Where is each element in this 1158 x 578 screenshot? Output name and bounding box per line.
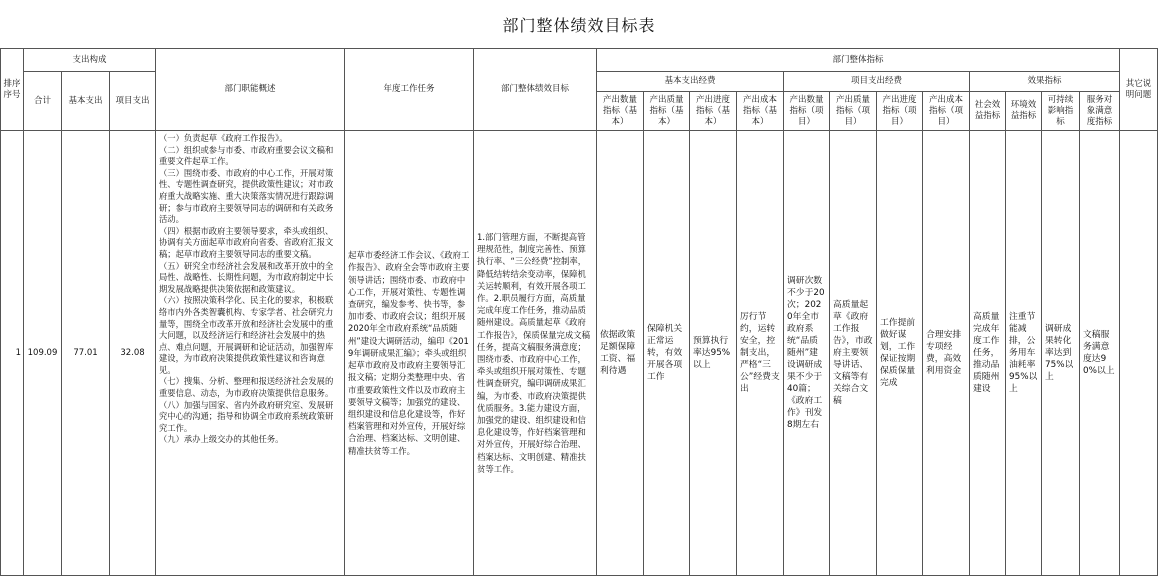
cell-sustainable: 调研成果转化率达到75%以上 [1045,324,1074,382]
header-satisfaction: 服务对 象满意 度指标 [1086,94,1113,127]
header-overall-goal: 部门整体绩效目标 [500,84,569,94]
cell-satisfaction: 文稿服务满意度达90%以上 [1083,330,1115,376]
cell-social: 高质量完成年度工作任务，推动品质随州建设 [973,312,1000,394]
header-overall-indicators: 部门整体指标 [832,54,884,65]
header-project-indicators: 项目支出经费 [850,76,902,86]
header-total: 合计 [33,95,51,106]
cell-b-cost: 厉行节约，运转安全，控制支出，严格“三公”经费支出 [740,312,780,394]
header-p-qty: 产出数量 指标（项 目） [789,94,824,127]
cell-basic: 77.01 [73,347,98,358]
cell-p-quality: 高质量起草《政府工作报告》，市政府主要领导讲话、文稿等有关综合文稿 [833,300,873,406]
header-expenditure-group: 支出构成 [72,54,107,65]
cell-project: 32.08 [120,347,145,358]
cell-seq: 1 [15,347,21,358]
cell-overall-goal: 1.部门管理方面，不断提高管理规范性，制度完善性、预算执行率、“三公经费”控制率，降低结转结余变动率，保障机关运转顺利，有效开展各项工作。2.职员履行方面，高质量完成年度工作任务，推动品质随州建设。高质量起草《政府工作报告》，保质保量完成文稿任务，提高文稿服务满意度；围绕市委、市政府中心工作，牵头或组织开展对策性、专题性调查研究，编印调研成果汇编，为市委、市政府决策提供优质服务。3.能力建设方面，加强党的建设、组织建设和信息化建设等，作好档案管理和对外宣传，开展好综合治理、档案达标、文明创建、精准扶贫等工作。 [477,231,591,474]
cell-environment: 注重节能减排，公务用车油耗率95%以上 [1009,312,1038,394]
performance-table [0,48,1158,576]
header-basic: 基本支出 [68,95,103,106]
header-b-progress: 产出进度 指标（基 本） [695,94,730,127]
header-other: 其它说 明问题 [1125,78,1152,100]
header-effect-indicators: 效果指标 [1027,76,1062,86]
header-p-cost: 产出成本 指标（项 目） [928,94,963,127]
header-b-quality: 产出质量 指标（基 本） [649,94,684,127]
cell-p-qty: 调研次数不少于20次；2020年全市政府系统“品质随州”建设调研成果不少于40篇；《政府工作》刊发8期左右 [787,276,825,430]
header-b-qty: 产出数量 指标（基 本） [602,94,637,127]
cell-total: 109.09 [27,347,58,358]
header-p-progress: 产出进度 指标（项 目） [882,94,917,127]
header-sustainable: 可持续 影响指 标 [1047,94,1074,127]
header-annual-task: 年度工作任务 [383,84,435,94]
cell-b-quality: 保障机关正常运转，有效开展各项工作 [647,324,683,382]
cell-b-qty: 依据政策足额保障工资、福利待遇 [600,330,636,376]
header-seq: 排序 序号 [3,78,21,100]
header-basic-indicators: 基本支出经费 [664,76,716,86]
header-project: 项目支出 [115,95,150,106]
cell-duty: （一）负责起草《政府工作报告》。 （二）组织或参与市委、市政府重要会议文稿和重要文件起草工作。 （三）围绕市委、市政府的中心工作，开展对策性、专题性调查研究，提供政策性建议；对市政府重大战略实施、重大决策落实情况进行跟踪调研；参与市政府主要领导同志的调研和有关政务活动。 （四）根据市政府主要领导要求，牵头或组织、协调有关方面起草市政府向省委、省政府汇报文稿；起草市政府主要领导同志的重要文稿。 （五）研究全市经济社会发展和改革开放中的全局性、战略性、长期性问题，为市政府制定中长期发展战略提供决策依据和政策建议。 （六）按照决策科学化、民主化的要求，积极联络市内外各类智囊机构、专家学者、社会研究力量等，围绕全市改革开放和经济社会发展中的重大问题，以及经济运行和经济社会发展中的热点、难点问题，开展调研和论证活动，加强智库建设，为市政府决策提供政策性建议和咨询意见。 （七）搜集、分析、整理和报送经济社会发展的重要信息、动态，为市政府决策提供信息服务。 （八）加强与国家、省内外政府研究室、发展研究中心的沟通；指导和协调全市政府系统政策研究工作。 （九）承办上级交办的其他任务。 [159,133,334,445]
header-duty: 部门职能概述 [224,84,276,94]
table-title: 部门整体绩效目标表 [502,16,656,35]
header-environment: 环境效 益指标 [1010,100,1037,121]
cell-p-cost: 合理安排专项经费，高效利用资金 [926,330,962,376]
cell-annual-task: 起草市委经济工作会议、《政府工作报告》、政府全会等市政府主要领导讲话；围绕市委、市政府中心工作，开展对策性、专题性调查研究，编发参考、快书等，参加市委、市政府会议；组织开展2020年全市政府系统“品质随州”建设大调研活动，编印《2019年调研成果汇编》；牵头或组织起草市政府及市政府主要领导汇报文稿；定期分类整理中央、省市重要政策性文件以及市政府主要领导文稿等；加强党的建设、组织建设和信息化建设等，作好档案管理和对外宣传，开展好综合治理、档案达标、文明创建、精准扶贫等工作。 [348,250,470,456]
cell-b-progress: 预算执行率达95%以上 [693,336,731,370]
header-b-cost: 产出成本 指标（基 本） [742,94,777,127]
header-social: 社会效 益指标 [974,100,1001,121]
cell-p-progress: 工作提前做好谋划，工作保证按期保质保量完成 [880,318,916,388]
header-p-quality: 产出质量 指标（项 目） [835,94,870,127]
